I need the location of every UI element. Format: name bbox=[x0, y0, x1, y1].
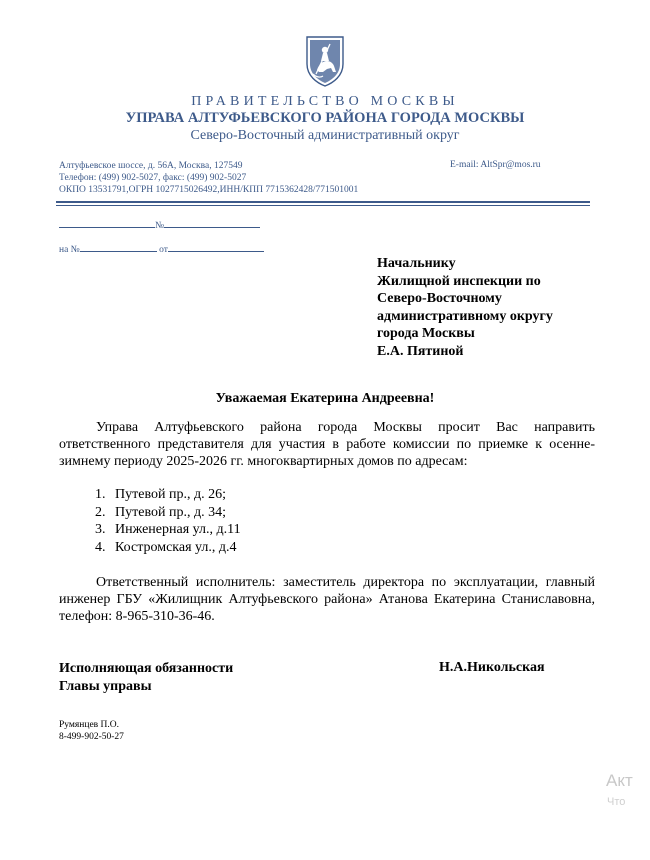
executor-block bbox=[59, 719, 124, 743]
organization-heading: УПРАВА АЛТУФЬЕВСКОГО РАЙОНА ГОРОДА МОСКВЫ bbox=[125, 110, 525, 126]
addressee-line: Начальнику bbox=[377, 256, 456, 271]
reference-line bbox=[59, 242, 264, 255]
addressee-line: Северо-Восточному bbox=[377, 291, 502, 307]
executor-phone: 8-499-902-50-27 bbox=[59, 732, 124, 742]
addressee-line: города Москвы bbox=[377, 326, 475, 342]
government-heading: ПРАВИТЕЛЬСТВО МОСКВЫ bbox=[191, 94, 459, 109]
header-divider-thick bbox=[56, 201, 590, 203]
greeting: Уважаемая Екатерина Андреевна! bbox=[215, 391, 435, 406]
list-item: 1. Путевой пр., д. 26; bbox=[95, 487, 226, 502]
list-item: 2. Путевой пр., д. 34; bbox=[95, 504, 226, 520]
email-line: E-mail: AltSpr@mos.ru bbox=[450, 160, 541, 170]
request-paragraph: Управа Алтуфьевского района города Москвы просит Вас направить ответственного представителя для участия в работе комиссии по приемке к осенне-зимнему периоду 2025-2026 гг. многоквартирных домов по адресам: bbox=[59, 420, 595, 470]
phone-line: Телефон: (499) 902-5027, факс: (499) 902-5027 bbox=[59, 173, 247, 184]
signatory-title: Исполняющая обязанности Главы управы bbox=[59, 661, 234, 694]
header-divider-thin bbox=[56, 205, 590, 206]
ref-date-blank bbox=[168, 242, 264, 252]
district-heading: Северо-Восточный административный округ bbox=[190, 128, 460, 143]
activation-watermark-title: Акт bbox=[606, 771, 633, 790]
date-blank bbox=[59, 218, 155, 228]
address-list bbox=[95, 486, 241, 556]
executor-name: Румянцев П.О. bbox=[59, 720, 120, 730]
codes-line: ОКПО 13531791,ОГРН 1027715026492,ИНН/КПП 7715362428/771501001 bbox=[59, 185, 359, 196]
responsible-paragraph: Ответственный исполнитель: заместитель директора по эксплуатации, главный инженер ГБУ «Жилищник Алтуфьевского района» Атанова Екатерина Станиславовна, телефон: 8-965-310-36-46. bbox=[59, 575, 595, 625]
registration-number-line bbox=[59, 218, 260, 231]
moscow-coat-of-arms-icon bbox=[303, 34, 347, 88]
addressee-line: Е.А. Пятиной bbox=[377, 343, 464, 359]
addressee-block bbox=[377, 255, 597, 361]
list-item: 3. Инженерная ул., д.11 bbox=[95, 522, 241, 538]
signatory-name: Н.А.Никольская bbox=[439, 660, 545, 675]
ref-prefix: на № bbox=[59, 245, 80, 255]
ref-date-label: от bbox=[159, 245, 168, 255]
ref-number-blank bbox=[80, 242, 157, 252]
list-item: 4. Костромская ул., д.4 bbox=[95, 539, 237, 555]
address-line: Алтуфьевское шоссе, д. 56А, Москва, 127549 bbox=[59, 161, 243, 171]
number-sign: № bbox=[155, 221, 165, 231]
number-blank bbox=[164, 218, 260, 228]
addressee-line: административному округу bbox=[377, 308, 553, 324]
activation-watermark-text: Что bbox=[607, 796, 626, 808]
addressee-line: Жилищной инспекции по bbox=[377, 273, 541, 289]
contact-block bbox=[59, 160, 358, 197]
